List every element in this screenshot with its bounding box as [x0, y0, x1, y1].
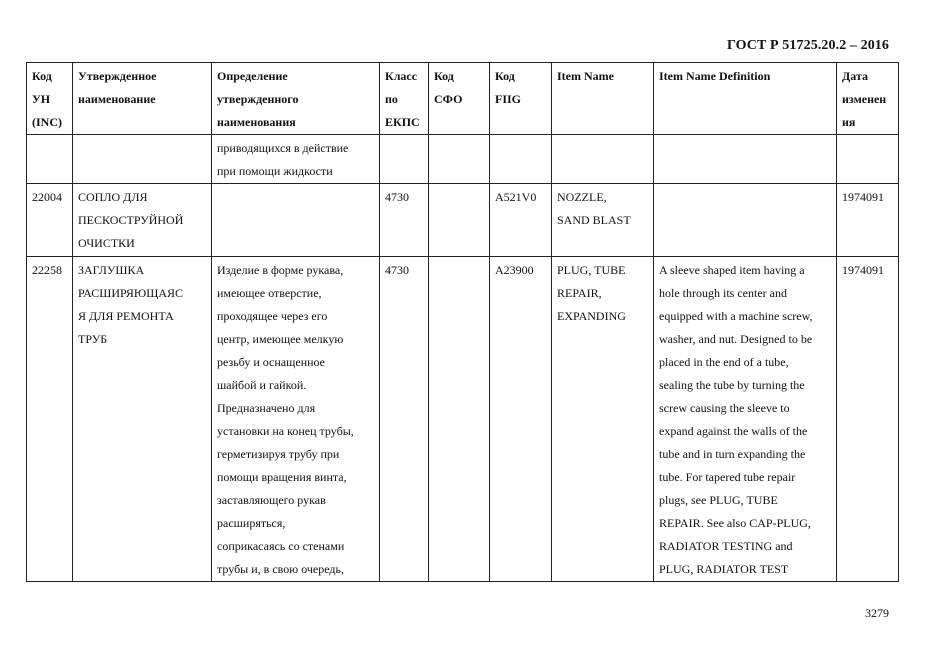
- table-row: [27, 135, 899, 184]
- cell-item-definition: [654, 135, 837, 184]
- table-row: [27, 184, 899, 257]
- cell-change-date: 1974091: [837, 257, 899, 582]
- cell-fiig: [490, 135, 552, 184]
- cell-change-date: 1974091: [837, 184, 899, 257]
- col-header-change-date: Дата изменен ия: [837, 63, 899, 135]
- cell-change-date: [837, 135, 899, 184]
- cell-approved-name: [73, 135, 212, 184]
- cell-definition: [212, 184, 380, 257]
- document-standard-header: ГОСТ Р 51725.20.2 – 2016: [726, 38, 889, 53]
- cell-item-definition: [654, 184, 837, 257]
- col-header-item-definition: Item Name Definition: [654, 63, 837, 135]
- cell-class: 4730: [380, 184, 429, 257]
- cell-item-name: PLUG, TUBE REPAIR, EXPANDING: [552, 257, 654, 582]
- cell-approved-name: СОПЛО ДЛЯ ПЕСКОСТРУЙНОЙ ОЧИСТКИ: [73, 184, 212, 257]
- col-header-definition: Определение утвержденного наименования: [212, 63, 380, 135]
- cell-item-name: NOZZLE, SAND BLAST: [552, 184, 654, 257]
- cell-class: [380, 135, 429, 184]
- table-row: [27, 257, 899, 582]
- col-header-sfo: Код СФО: [429, 63, 490, 135]
- cell-sfo: [429, 257, 490, 582]
- cell-inc: 22258: [27, 257, 73, 582]
- cell-definition: Изделие в форме рукава, имеющее отверстие, проходящее через его центр, имеющее мелкую резьбу и оснащенное шайбой и гайкой. Предназначено для установки на конец трубы, герметизируя трубу при помощи вращения винта, заставляющего рукав расширяться, соприкасаясь со стенами трубы и, в свою очередь,: [212, 257, 380, 582]
- item-names-table: [26, 62, 899, 582]
- cell-definition: приводящихся в действие при помощи жидкости: [212, 135, 380, 184]
- cell-item-name: [552, 135, 654, 184]
- col-header-approved-name: Утвержденное наименование: [73, 63, 212, 135]
- cell-sfo: [429, 135, 490, 184]
- cell-inc: 22004: [27, 184, 73, 257]
- cell-fiig: A23900: [490, 257, 552, 582]
- cell-approved-name: ЗАГЛУШКА РАСШИРЯЮЩАЯС Я ДЛЯ РЕМОНТА ТРУБ: [73, 257, 212, 582]
- cell-class: 4730: [380, 257, 429, 582]
- col-header-fiig: Код FIIG: [490, 63, 552, 135]
- col-header-item-name: Item Name: [552, 63, 654, 135]
- cell-item-definition: A sleeve shaped item having a hole through its center and equipped with a machine screw, washer, and nut. Designed to be placed in the end of a tube, sealing the tube by turning the screw causing the sleeve to expand against the walls of the tube and in turn expanding the tube. For tapered tube repair plugs, see PLUG, TUBE REPAIR. See also CAP-PLUG, RADIATOR TESTING and PLUG, RADIATOR TEST: [654, 257, 837, 582]
- col-header-inc: Код УН (INC): [27, 63, 73, 135]
- cell-sfo: [429, 184, 490, 257]
- col-header-class: Класс по ЕКПС: [380, 63, 429, 135]
- cell-fiig: A521V0: [490, 184, 552, 257]
- table-header-row: [27, 63, 899, 135]
- page-number: 3279: [865, 606, 889, 620]
- cell-inc: [27, 135, 73, 184]
